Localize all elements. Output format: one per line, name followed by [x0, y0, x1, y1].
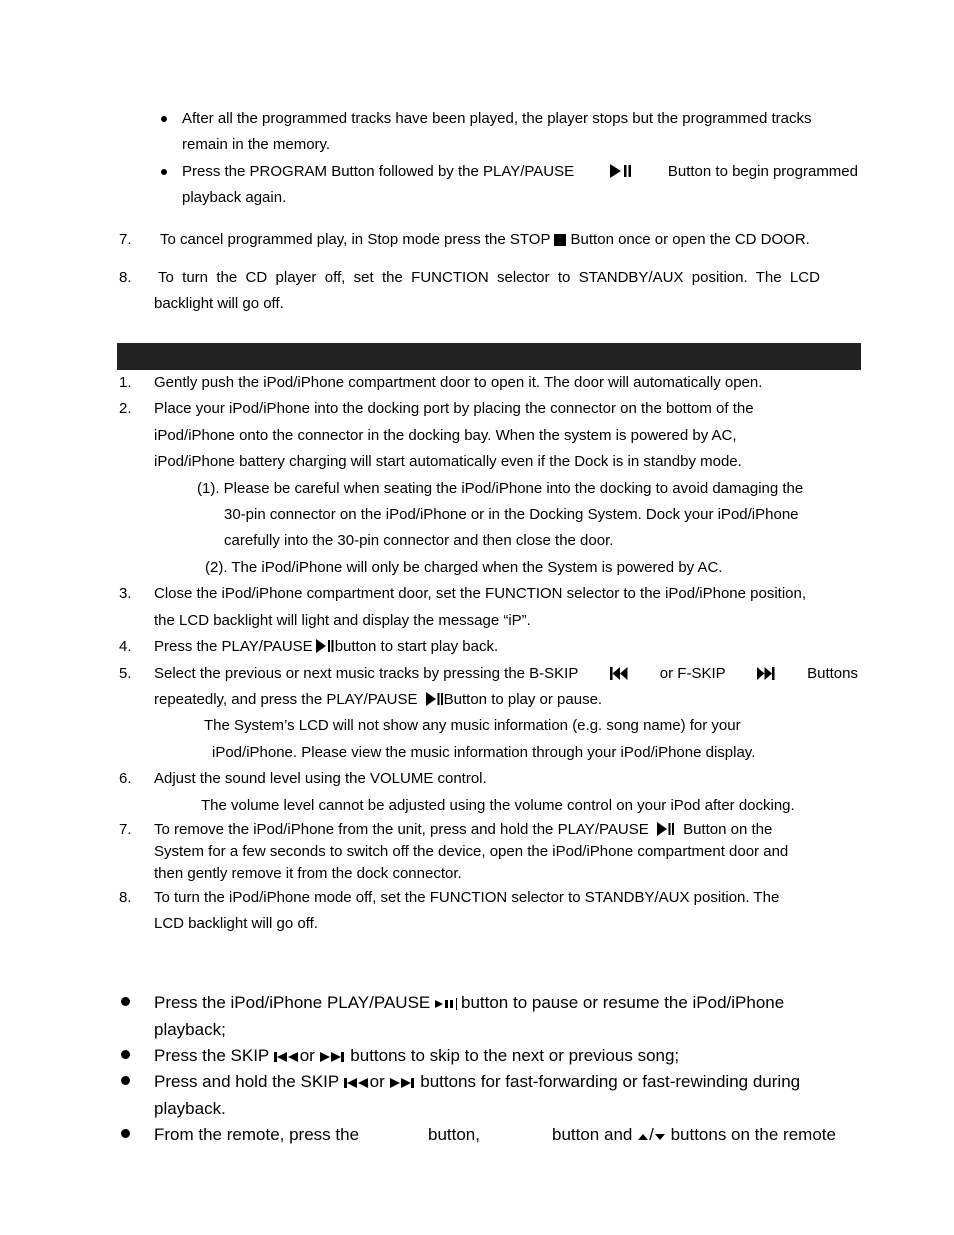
skip-forward-icon — [320, 1046, 346, 1065]
play-pause-icon — [435, 993, 461, 1012]
step-text: To turn the iPod/iPhone mode off, set the FUNCTION selector to STANDBY/AUX position. The — [154, 889, 780, 906]
step-text: Gently push the iPod/iPhone compartment door to open it. The door will automatically open. — [154, 374, 763, 391]
note-text: carefully into the 30-pin connector and then close the door. — [224, 532, 614, 549]
step-text: iPod/iPhone battery charging will start automatically even if the Dock is in standby mode. — [154, 453, 742, 470]
play-pause-icon — [610, 163, 632, 181]
step-text: Adjust the sound level using the VOLUME control. — [154, 770, 487, 787]
step-text: LCD backlight will go off. — [154, 915, 318, 932]
bullet-text: remain in the memory. — [182, 136, 331, 153]
bullet — [121, 1050, 130, 1059]
skip-forward-icon — [390, 1072, 416, 1091]
bullet — [121, 997, 130, 1006]
step-number: 5. — [119, 665, 132, 682]
step-text: iPod/iPhone onto the connector in the docking bay. When the system is powered by AC, — [154, 427, 737, 444]
skip-forward-icon — [757, 665, 775, 683]
note-text: 30-pin connector on the iPod/iPhone or in the Docking System. Dock your iPod/iPhone — [224, 506, 799, 523]
skip-back-icon — [344, 1072, 370, 1091]
step-number: 7. — [119, 231, 132, 248]
bullet-text: playback. — [154, 1099, 226, 1118]
step-number: 7. — [119, 821, 132, 838]
bullet — [121, 1076, 130, 1085]
play-pause-icon — [313, 638, 335, 655]
step-text: System for a few seconds to switch off the device, open the iPod/iPhone compartment door and — [154, 843, 789, 860]
step-text: repeatedly, and press the PLAY/PAUSE Button to play or pause. — [154, 691, 603, 708]
note-text: The System’s LCD will not show any music information (e.g. song name) for your — [204, 717, 741, 734]
step-text: backlight will go off. — [154, 295, 284, 312]
play-pause-icon — [653, 821, 679, 838]
bullet — [161, 116, 167, 122]
step-text: the LCD backlight will light and display the message “iP”. — [154, 612, 531, 629]
note-text: iPod/iPhone. Please view the music information through your iPod/iPhone display. — [212, 744, 756, 761]
bullet-text: playback; — [154, 1020, 226, 1039]
step-text: then gently remove it from the dock connector. — [154, 865, 462, 882]
bullet-text: Press the SKIP or buttons to skip to the next or previous song; — [154, 1046, 680, 1065]
step-number: 8. — [119, 269, 132, 286]
bullet-text: playback again. — [182, 189, 287, 206]
bullet-text: After all the programmed tracks have been played, the player stops but the programmed tracks — [182, 110, 812, 127]
step-text: Select the previous or next music tracks by pressing the B-SKIP or F-SKIP Buttons — [154, 665, 858, 682]
step-text: Close the iPod/iPhone compartment door, set the FUNCTION selector to the iPod/iPhone position, — [154, 585, 807, 602]
step-number: 8. — [119, 889, 132, 906]
skip-back-icon — [274, 1046, 300, 1065]
bullet-text: button, — [428, 1125, 480, 1144]
bullet-text: From the remote, press the — [154, 1125, 360, 1144]
bullet-text: Press the iPod/iPhone PLAY/PAUSE button to pause or resume the iPod/iPhone — [154, 993, 785, 1012]
step-text: Place your iPod/iPhone into the docking port by placing the connector on the bottom of the — [154, 400, 754, 417]
note-text: (1). Please be careful when seating the iPod/iPhone into the docking to avoid damaging the — [197, 480, 804, 497]
step-number: 1. — [119, 374, 132, 391]
step-number: 2. — [119, 400, 132, 417]
up-arrow-icon — [637, 1125, 649, 1144]
step-number: 6. — [119, 770, 132, 787]
bullet-text: Press and hold the SKIP or buttons for fast-forwarding or fast-rewinding during — [154, 1072, 801, 1091]
note-text: The volume level cannot be adjusted using the volume control on your iPod after docking. — [201, 797, 795, 814]
bullet-text: button and / buttons on the remote — [552, 1125, 836, 1144]
section-header-bar — [117, 343, 861, 370]
step-text: To turn the CD player off, set the FUNCTION selector to STANDBY/AUX position. The LCD — [158, 269, 820, 286]
step-number: 4. — [119, 638, 132, 655]
step-text: To cancel programmed play, in Stop mode press the STOP Button once or open the CD DOOR. — [160, 231, 810, 248]
bullet-text: Press the PROGRAM Button followed by the PLAY/PAUSE Button to begin programmed — [182, 163, 858, 180]
bullet — [121, 1129, 130, 1138]
skip-back-icon — [610, 665, 628, 683]
stop-icon — [554, 231, 566, 248]
step-number: 3. — [119, 585, 132, 602]
down-arrow-icon — [654, 1125, 666, 1144]
bullet — [161, 169, 167, 175]
step-text: Press the PLAY/PAUSE button to start play back. — [154, 638, 499, 655]
note-text: (2). The iPod/iPhone will only be charged when the System is powered by AC. — [205, 559, 723, 576]
play-pause-icon — [422, 691, 444, 708]
step-text: To remove the iPod/iPhone from the unit, press and hold the PLAY/PAUSE Button on the — [154, 821, 773, 838]
